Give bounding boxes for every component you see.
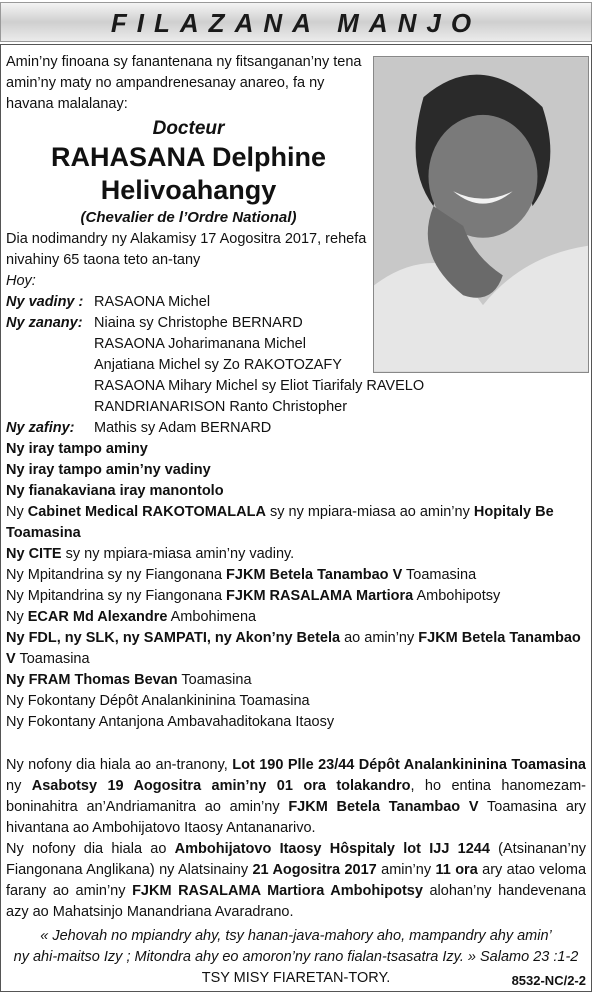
text-run: , ho entina hanomezam-boninahitra an’Andriamanitra ao amin’ny: [6, 778, 587, 815]
mourner-line: Ny iray tampo amin’ny vadiny: [6, 462, 211, 478]
text-run: alohan’ny handevenana azy ao Mahatsinjo Manandriana Avaradrano.: [6, 883, 586, 920]
mourner-line: [6, 544, 586, 565]
list-item: RASAONA Joharimanana Michel: [94, 336, 306, 352]
hoy-label: Hoy:: [6, 273, 36, 289]
text-run: Ny nofony dia hiala ao: [6, 841, 175, 857]
children-row: [6, 313, 586, 418]
list-item: Anjatiana Michel sy Zo RAKOTOZAFY: [94, 357, 342, 373]
mourner-line: [6, 670, 586, 691]
text-run: 11 ora: [435, 862, 478, 878]
notice-title: FILAZANA MANJO: [110, 8, 482, 38]
spacer: [6, 733, 586, 755]
children-list: [94, 313, 424, 418]
deceased-name-line2: Helivoahangy: [100, 175, 277, 205]
text-run: sy ny mpiara-miasa amin’ny vadiny.: [61, 546, 295, 562]
text-run: FJKM Betela Tanambao V: [288, 799, 479, 815]
text-run: Ny CITE: [6, 546, 62, 562]
text-run: FJKM Betela Tanambao V: [226, 567, 403, 583]
text-run: ECAR Md Alexandre: [27, 609, 168, 625]
text-run: Ny Mpitandrina sy ny Fiangonana: [6, 588, 227, 604]
spouse-row: [6, 292, 586, 313]
text-run: Toamasina: [402, 567, 477, 583]
text-run: Ny: [6, 504, 28, 520]
text-run: Ambohipotsy: [413, 588, 501, 604]
mourner-line: Ny fianakaviana iray manontolo: [6, 483, 224, 499]
text-run: FJKM RASALAMA Martiora: [226, 588, 414, 604]
text-run: Toamasina: [177, 672, 252, 688]
text-run: Asabotsy 19 Aogositra amin’ny 01 ora tolakandro: [31, 778, 411, 794]
footer: [6, 968, 586, 990]
text-run: Toamasina ary hivantana ao Ambohijatovo Itaosy Antananarivo.: [6, 799, 586, 836]
grandchildren-names: Mathis sy Adam BERNARD: [94, 420, 272, 436]
mourner-line: [6, 502, 586, 544]
mourner-line: [6, 565, 586, 586]
funeral-paragraph-1: [6, 755, 586, 839]
mourner-line: [6, 607, 586, 628]
list-item: Niaina sy Christophe BERNARD: [94, 315, 303, 331]
text-run: ny: [6, 778, 32, 794]
death-notice: Dia nodimandry ny Alakamisy 17 Aogositra 2017, rehefa nivahiny 65 taona teto an-tany: [6, 231, 367, 268]
grandchildren-row: [6, 418, 586, 439]
mourner-line: [6, 586, 586, 607]
bible-quote-line2: ny ahi-maitso Izy ; Mitondra ahy eo amoron’ny rano fialan-tsasatra Izy. » Salamo 23 :1-2: [13, 949, 579, 965]
text-run: amin’ny: [376, 862, 436, 878]
spouse-label: Ny vadiny :: [6, 294, 84, 310]
children-label: Ny zanany:: [6, 315, 83, 331]
reference-code: 8532-NC/2-2: [511, 973, 586, 988]
text-run: Toamasina: [15, 651, 90, 667]
text-run: Ny FDL, ny SLK, ny SAMPATI, ny Akon’ny Betela: [6, 630, 341, 646]
text-run: FJKM Betela Tanambao V: [6, 630, 581, 667]
text-run: Ny nofony dia hiala ao an-tranony,: [6, 757, 233, 773]
text-run: Ambohimena: [167, 609, 257, 625]
notice-body: [6, 52, 586, 990]
list-item: RASAONA Mihary Michel sy Eliot Tiarifaly RAVELO: [94, 378, 425, 394]
list-item: RANDRIANARISON Ranto Christopher: [94, 399, 348, 415]
text-run: ary atao veloma farany ao amin’ny: [6, 862, 587, 899]
funeral-paragraph-2: [6, 839, 586, 923]
deceased-name-line1: RAHASANA Delphine: [50, 142, 326, 172]
text-run: (Atsinanan’ny Fiangonana Anglikana) ny Alatsinainy: [6, 841, 587, 878]
mourner-line: Ny Fokontany Dépôt Analankininina Toamasina: [6, 693, 310, 709]
text-run: Ny FRAM Thomas Bevan: [6, 672, 178, 688]
intro-text: Amin’ny finoana sy fanantenana ny fitsanganan’ny tena amin’ny maty no ampandrenesanay anareo, fa ny havana malalanay:: [6, 54, 362, 112]
deceased-honor: (Chevalier de l’Ordre National): [80, 209, 297, 226]
deceased-title: Docteur: [152, 118, 225, 139]
text-run: Ny Mpitandrina sy ny Fiangonana: [6, 567, 227, 583]
text-run: Cabinet Medical RAKOTOMALALA: [27, 504, 266, 520]
notice-header: [0, 2, 592, 42]
text-run: sy ny mpiara-miasa ao amin’ny: [265, 504, 474, 520]
spouse-name: RASAONA Michel: [94, 294, 211, 310]
text-run: Ambohijatovo Itaosy Hôspitaly lot IJJ 1244: [174, 841, 490, 857]
text-run: Ny: [6, 609, 28, 625]
mourner-line: Ny Fokontany Antanjona Ambavahaditokana Itaosy: [6, 714, 335, 730]
closing-note: TSY MISY FIARETAN-TORY.: [201, 970, 391, 986]
mourner-line: Ny iray tampo aminy: [6, 441, 148, 457]
bible-quote-line1: « Jehovah no mpiandry ahy, tsy hanan-java-mahory aho, mampandry ahy amin’: [40, 928, 552, 944]
text-run: FJKM RASALAMA Martiora Ambohipotsy: [132, 883, 423, 899]
text-run: 21 Aogositra 2017: [252, 862, 377, 878]
text-run: Lot 190 Plle 23/44 Dépôt Analankininina Toamasina: [232, 757, 586, 773]
mourner-line: [6, 628, 586, 670]
text-run: Hopitaly Be Toamasina: [6, 504, 554, 541]
text-run: ao amin’ny: [340, 630, 419, 646]
grandchildren-label: Ny zafiny:: [6, 420, 75, 436]
